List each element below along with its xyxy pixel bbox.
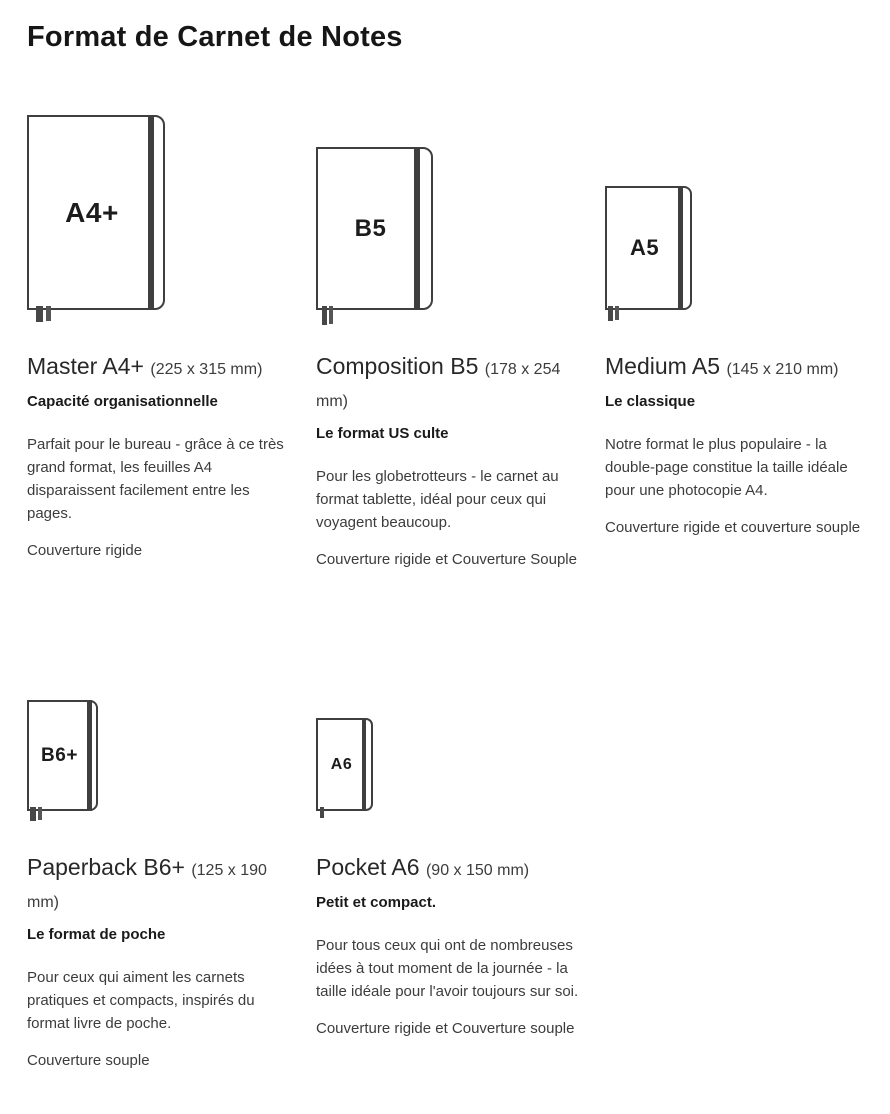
card-title-name: Composition B5 — [316, 353, 479, 379]
card-description: Pour tous ceux qui ont de nombreuses idées à tout moment de la journée - la taille idéale pour l'avoir toujours sur soi. — [316, 937, 579, 1000]
notebook-illustration-area — [605, 100, 868, 310]
card-text — [316, 352, 581, 571]
card-description: Parfait pour le bureau - grâce à ce très grand format, les feuilles A4 disparaissent facilement entre les pages. — [27, 436, 284, 522]
card-cover-info: Couverture rigide et couverture souple — [605, 519, 861, 536]
notebook-illustration-area — [27, 100, 290, 310]
notebook-illustration-b6plus — [27, 700, 98, 811]
card-title — [605, 352, 857, 384]
elastic-band — [148, 115, 154, 310]
bookmark-ribbon — [38, 807, 42, 820]
card-dimensions: (178 x 254 mm) — [316, 361, 561, 410]
bookmark-ribbon — [46, 306, 51, 321]
notebook-format-label: B6+ — [41, 744, 78, 766]
notebook-illustration-a5 — [605, 186, 692, 310]
card-subtitle: Le format de poche — [27, 926, 166, 943]
card-dimensions: (125 x 190 mm) — [27, 862, 267, 911]
notebook-illustration-area — [316, 601, 579, 811]
card-subtitle: Petit et compact. — [316, 894, 437, 911]
notebook-illustration-b5 — [316, 147, 433, 310]
notebook-format-label: A5 — [629, 235, 660, 260]
format-card-master-a4plus — [27, 100, 290, 571]
card-title-name: Pocket A6 — [316, 854, 420, 880]
bookmark-ribbon — [608, 306, 613, 321]
card-cover-info: Couverture souple — [27, 1052, 150, 1069]
format-cards-grid — [27, 100, 868, 1072]
bookmark-ribbon — [30, 807, 36, 821]
notebook-illustration-a6 — [316, 718, 373, 811]
format-card-medium-a5 — [605, 100, 868, 571]
card-title — [316, 853, 568, 885]
bookmark-ribbon — [36, 306, 43, 322]
bookmark-ribbon — [320, 807, 324, 818]
notebook-format-label: A4+ — [65, 196, 119, 228]
bookmark-ribbon — [615, 306, 619, 320]
card-description: Pour les globetrotteurs - le carnet au format tablette, idéal pour ceux qui voyagent beaucoup. — [316, 468, 559, 531]
card-subtitle: Capacité organisationnelle — [27, 393, 218, 410]
bookmark-ribbon — [329, 306, 333, 324]
bookmark-ribbon — [322, 306, 327, 325]
format-card-paperback-b6plus — [27, 601, 290, 1072]
page-title: Format de Carnet de Notes — [27, 21, 403, 53]
format-card-composition-b5 — [316, 100, 579, 571]
card-dimensions: (90 x 150 mm) — [425, 862, 530, 879]
card-text — [316, 853, 581, 1040]
elastic-band — [414, 147, 420, 310]
card-cover-info: Couverture rigide et Couverture souple — [316, 1020, 575, 1037]
elastic-band — [362, 718, 366, 811]
card-description: Notre format le plus populaire - la double-page constitue la taille idéale pour une photocopie A4. — [605, 436, 848, 499]
card-description: Pour ceux qui aiment les carnets pratiques et compacts, inspirés du format livre de poche. — [27, 969, 255, 1032]
card-text — [27, 352, 292, 562]
card-cover-info: Couverture rigide et Couverture Souple — [316, 551, 577, 568]
card-title-name: Paperback B6+ — [27, 854, 185, 880]
notebook-illustration-area — [316, 100, 579, 310]
card-text — [605, 352, 870, 539]
card-subtitle: Le classique — [605, 393, 696, 410]
notebook-illustration-a4plus — [27, 115, 165, 310]
card-title — [27, 352, 279, 384]
card-dimensions: (145 x 210 mm) — [726, 361, 839, 378]
card-text — [27, 853, 292, 1072]
elastic-band — [678, 186, 683, 310]
format-card-pocket-a6 — [316, 601, 579, 1072]
notebook-format-label: A6 — [330, 755, 353, 773]
card-title — [316, 352, 568, 416]
notebook-illustration-area — [27, 601, 290, 811]
card-title — [27, 853, 279, 917]
card-subtitle: Le format US culte — [316, 425, 449, 442]
card-title-name: Medium A5 — [605, 353, 721, 379]
card-title-name: Master A4+ — [27, 353, 144, 379]
notebook-format-label: B5 — [354, 214, 387, 242]
elastic-band — [87, 700, 92, 811]
card-cover-info: Couverture rigide — [27, 542, 143, 559]
card-dimensions: (225 x 315 mm) — [150, 361, 263, 378]
